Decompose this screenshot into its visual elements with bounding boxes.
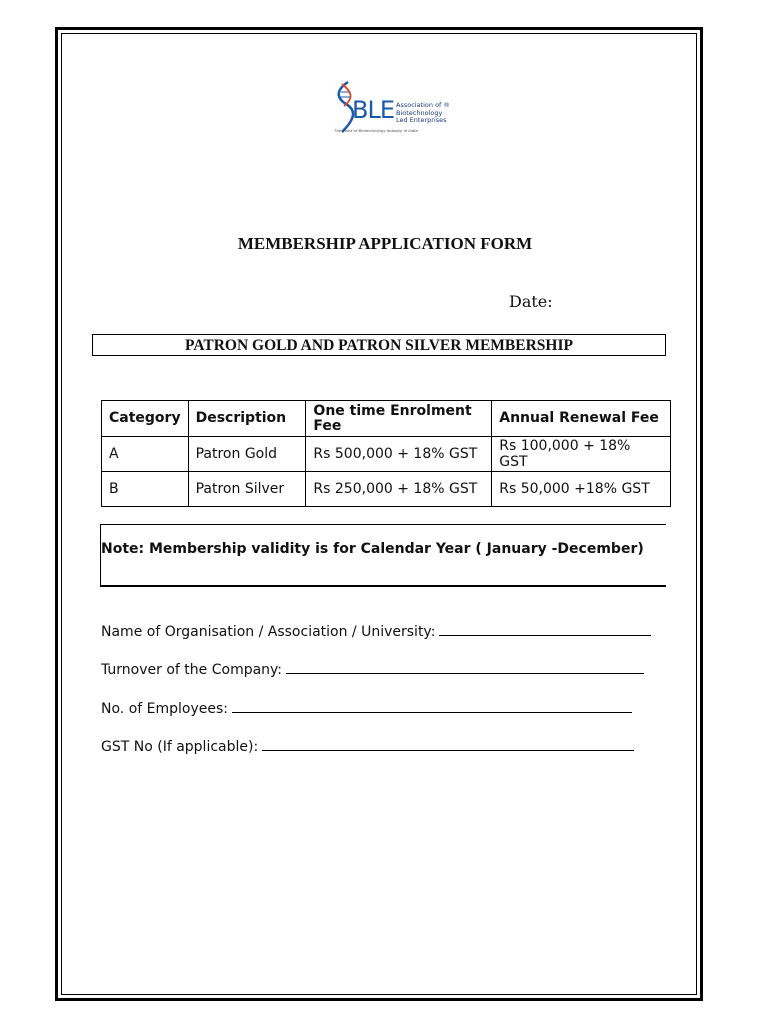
- validity-note-box: [100, 524, 666, 587]
- column-header: Annual Renewal Fee: [492, 401, 671, 437]
- organisation-name-blank[interactable]: [439, 622, 651, 636]
- employees-blank[interactable]: [232, 699, 632, 713]
- table-cell: Patron Gold: [188, 437, 306, 472]
- date-label: Date:: [509, 292, 553, 311]
- field-label: No. of Employees:: [101, 701, 228, 717]
- logo-org-line: Led Enterprises: [396, 116, 447, 124]
- logo-org-name: [396, 102, 458, 125]
- column-header: Category: [102, 401, 189, 437]
- table-cell: Rs 250,000 + 18% GST: [306, 472, 492, 507]
- table-row: [102, 472, 671, 507]
- table-cell: B: [102, 472, 189, 507]
- table-row: [102, 437, 671, 472]
- column-header: Description: [188, 401, 306, 437]
- gst-number-field: [101, 737, 634, 755]
- logo-org-line: Association of ®: [396, 101, 450, 109]
- table-header-row: [102, 401, 671, 437]
- form-title: MEMBERSHIP APPLICATION FORM: [237, 234, 533, 253]
- able-logo: [330, 80, 460, 138]
- organisation-name-field: [101, 622, 651, 640]
- field-label: GST No (If applicable):: [101, 739, 259, 755]
- logo-tagline: The Voice of Biotechnology Industry In India: [334, 128, 418, 133]
- table-cell: Rs 50,000 +18% GST: [492, 472, 671, 507]
- field-label: Name of Organisation / Association / University:: [101, 624, 436, 640]
- logo-org-line: Biotechnology: [396, 108, 443, 117]
- field-label: Turnover of the Company:: [101, 662, 283, 678]
- table-cell: A: [102, 437, 189, 472]
- fee-table: [101, 400, 671, 507]
- column-header: One time Enrolment Fee: [306, 401, 492, 437]
- gst-number-blank[interactable]: [262, 737, 634, 751]
- validity-note-text: Note: Membership validity is for Calendar Year ( January -December): [101, 541, 644, 557]
- table-cell: Patron Silver: [188, 472, 306, 507]
- turnover-blank[interactable]: [286, 660, 644, 674]
- turnover-field: [101, 660, 644, 678]
- section-heading: PATRON GOLD AND PATRON SILVER MEMBERSHIP: [92, 334, 666, 356]
- table-cell: Rs 100,000 + 18% GST: [492, 437, 671, 472]
- table-cell: Rs 500,000 + 18% GST: [306, 437, 492, 472]
- employees-field: [101, 699, 632, 717]
- page-border-inner: [61, 33, 697, 995]
- logo-brand-text: BLE: [352, 96, 394, 124]
